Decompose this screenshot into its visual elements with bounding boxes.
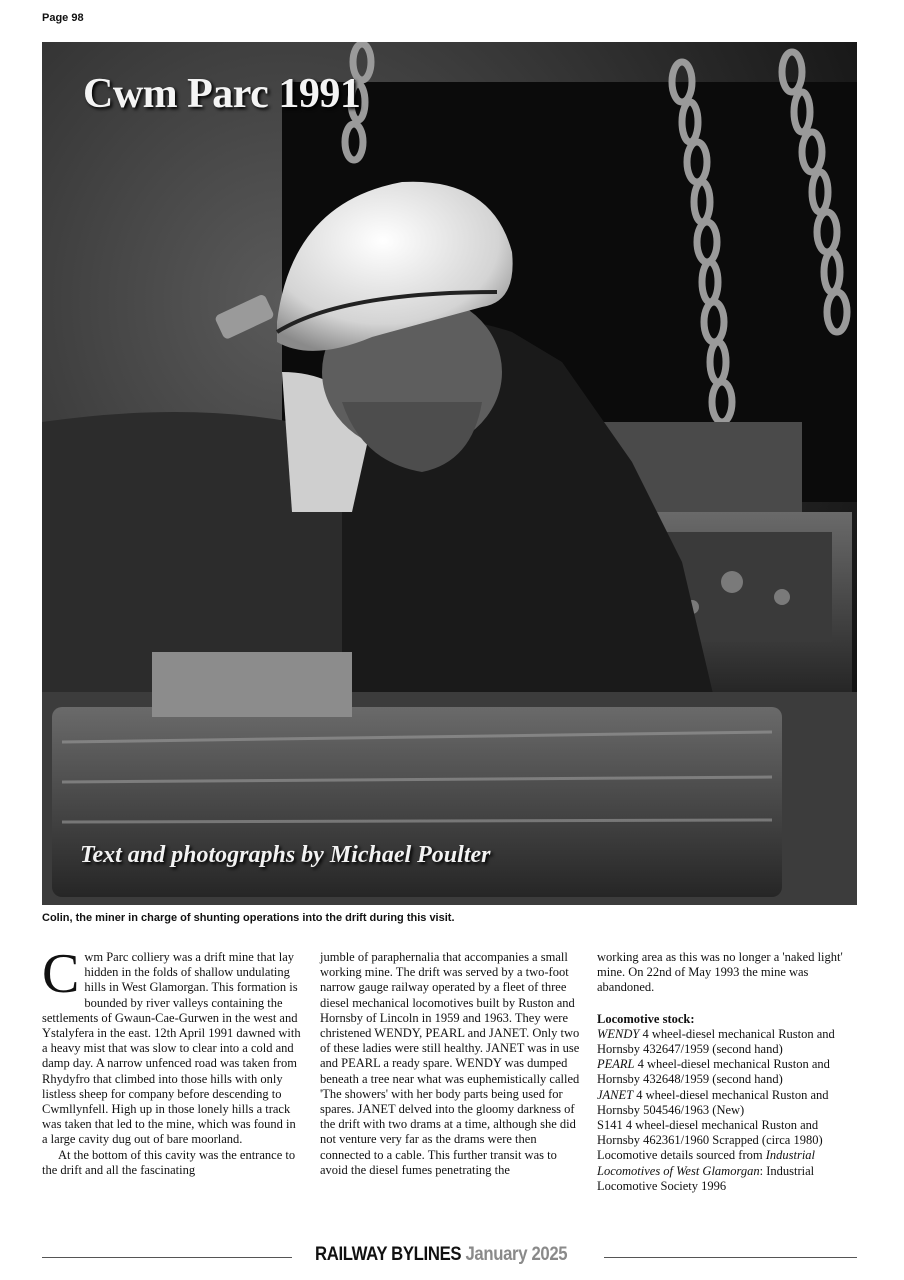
footer-rule-left [42, 1257, 292, 1258]
article-column-3 [597, 950, 858, 1194]
locomotive-name: PEARL [597, 1057, 635, 1072]
source-note [597, 1148, 858, 1194]
locomotive-name: JANET [597, 1087, 634, 1102]
article-column-1 [42, 943, 303, 1178]
drop-cap: C [42, 943, 80, 1005]
article-byline: Text and photographs by Michael Poulter [80, 842, 491, 868]
source-suffix: : Industrial Locomotive Society 1996 [597, 1163, 815, 1193]
paragraph-text: wm Parc colliery was a drift mine that lay hidden in the folds of shallow undulating hills in West Glamorgan. This formation is bounded by river valleys containing the settlements of Gwaun-Cae-Gurwen in the west and Ystalyfera in the east. 12th April 1991 dawned with a heavy mist that was slow to clear into a cold and damp day. A narrow unfenced road was taken from Rhydyfro that climbed into those hills with only listless sheep for company before descending to Cwmllynfell. High up in those lonely hills a track was taken that led to the mine, which was found in a large cavity dug out of bare moorland. [42, 950, 301, 1147]
magazine-name: RAILWAY BYLINES [315, 1244, 462, 1265]
article-photo [42, 42, 857, 905]
footer-rule-right [604, 1257, 857, 1258]
locomotive-entry [597, 1088, 858, 1118]
locomotive-details: 4 wheel-diesel mechanical Ruston and Hornsby 432647/1959 (second hand) [597, 1026, 835, 1057]
locomotive-entry [597, 1027, 858, 1057]
source-prefix: Locomotive details sourced from [597, 1148, 766, 1163]
page-number: Page 98 [42, 12, 84, 24]
locomotive-name: WENDY [597, 1026, 640, 1041]
issue-date: January 2025 [465, 1244, 568, 1265]
locomotive-name: S141 [597, 1118, 623, 1133]
paragraph: working area as this was no longer a 'naked light' mine. On 22nd of May 1993 the mine was abandoned. [597, 950, 843, 995]
paragraph: jumble of paraphernalia that accompanies a small working mine. The drift was served by a two-foot narrow gauge railway operated by a fleet of three diesel mechanical locomotives built by Ruston and Hornsby of Lincoln in 1959 and 1963. They were christened WENDY, PEARL and JANET. Only two of these ladies were still healthy. JANET was in use and PEARL a ready spare. WENDY was dumped beneath a tree near what was euphemistically called 'The showers' with her body parts being used for spares. JANET delved into the gloomy darkness of the drift with two drams at a time, although she did not venture very far as the drams were then connected to a cable. This further transit was to avoid the diesel fumes penetrating the [320, 950, 580, 1177]
paragraph [42, 943, 303, 1148]
locomotive-stock-heading: Locomotive stock: [597, 1011, 695, 1026]
article-column-2 [320, 950, 581, 1178]
photo-caption: Colin, the miner in charge of shunting operations into the drift during this visit. [42, 912, 455, 924]
article-title: Cwm Parc 1991 [83, 71, 361, 117]
locomotive-details: 4 wheel-diesel mechanical Ruston and Hornsby 432648/1959 (second hand) [597, 1057, 830, 1087]
locomotive-details: 4 wheel-diesel mechanical Ruston and Hornsby 462361/1960 Scrapped (circa 1980) [597, 1118, 823, 1148]
footer-masthead [315, 1244, 567, 1266]
locomotive-details: 4 wheel-diesel mechanical Ruston and Hornsby 504546/1963 (New) [597, 1087, 829, 1117]
photo-illustration [42, 42, 857, 905]
paragraph: At the bottom of this cavity was the entrance to the drift and all the fascinating [42, 1147, 296, 1177]
locomotive-entry [597, 1118, 858, 1148]
source-title: Industrial Locomotives of West Glamorgan [597, 1148, 816, 1178]
locomotive-entry [597, 1057, 858, 1087]
